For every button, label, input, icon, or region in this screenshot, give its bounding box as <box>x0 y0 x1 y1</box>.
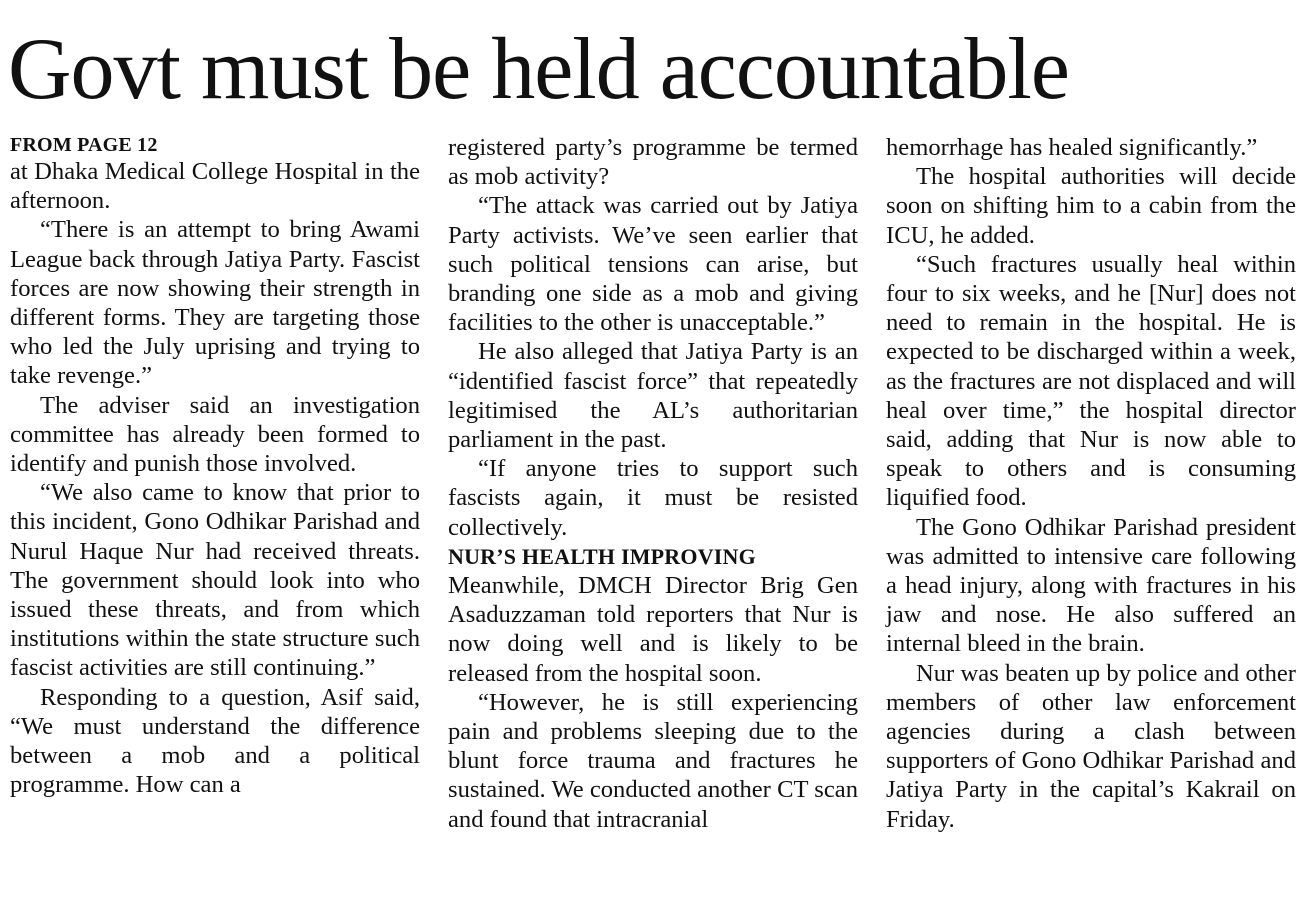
paragraph: Responding to a question, Asif said, “We must understand the difference between a mob and a political programme. How can a <box>10 683 420 799</box>
paragraph: The Gono Odhikar Parishad president was admitted to intensive care following a head injury, along with fractures in his jaw and nose. He also suffered an internal bleed in the brain. <box>886 513 1296 658</box>
paragraph: “However, he is still experiencing pain and problems sleeping due to the blunt force trauma and fractures he sustained. We conducted another CT scan and found that intracranial <box>448 688 858 833</box>
headline: Govt must be held accountable <box>8 21 1069 118</box>
continuation-kicker: FROM PAGE 12 <box>10 134 158 156</box>
section-subhead: NUR’S HEALTH IMPROVING <box>448 543 756 569</box>
paragraph: at Dhaka Medical College Hospital in the afternoon. <box>10 158 420 215</box>
paragraph: “Such fractures usually heal within four to six weeks, and he [Nur] does not need to remain in the hospital. He is expected to be discharged within a week, as the fractures are not displaced and will heal over time,” the hospital director said, adding that Nur is now able to speak to others and is consuming liquified food. <box>886 250 1296 512</box>
paragraph: “The attack was carried out by Jatiya Party activists. We’ve seen earlier that such political tensions can arise, but branding one side as a mob and giving facilities to the other is unacceptable.” <box>448 192 858 337</box>
paragraph: “We also came to know that prior to this incident, Gono Odhikar Parishad and Nurul Haque Nur had received threats. The government should look into who issued these threats, and from which institutions within the state structure such fascist activities are still continuing.” <box>10 479 420 682</box>
paragraph: He also alleged that Jatiya Party is an “identified fascist force” that repeatedly legitimised the AL’s authoritarian parliament in the past. <box>448 338 858 454</box>
paragraph: The hospital authorities will decide soon on shifting him to a cabin from the ICU, he added. <box>886 163 1296 249</box>
article-column-2 <box>448 133 858 834</box>
article-column-1 <box>10 133 420 799</box>
paragraph: Nur was beaten up by police and other members of other law enforcement agencies during a clash between supporters of Gono Odhikar Parishad and Jatiya Party in the capital’s Kakrail on Friday. <box>886 659 1296 833</box>
paragraph: The adviser said an investigation committee has already been formed to identify and punish those involved. <box>10 391 420 478</box>
paragraph: registered party’s programme be termed as mob activity? <box>448 134 858 191</box>
paragraph: hemorrhage has healed significantly.” <box>886 134 1258 161</box>
article-column-3 <box>886 133 1296 834</box>
paragraph: Meanwhile, DMCH Director Brig Gen Asaduzzaman told reporters that Nur is now doing well and is likely to be released from the hospital soon. <box>448 572 858 687</box>
paragraph: “There is an attempt to bring Awami League back through Jatiya Party. Fascist forces are now showing their strength in different forms. They are targeting those who led the July uprising and trying to take revenge.” <box>10 216 420 390</box>
paragraph: “If anyone tries to support such fascists again, it must be resisted collectively. <box>448 455 858 541</box>
